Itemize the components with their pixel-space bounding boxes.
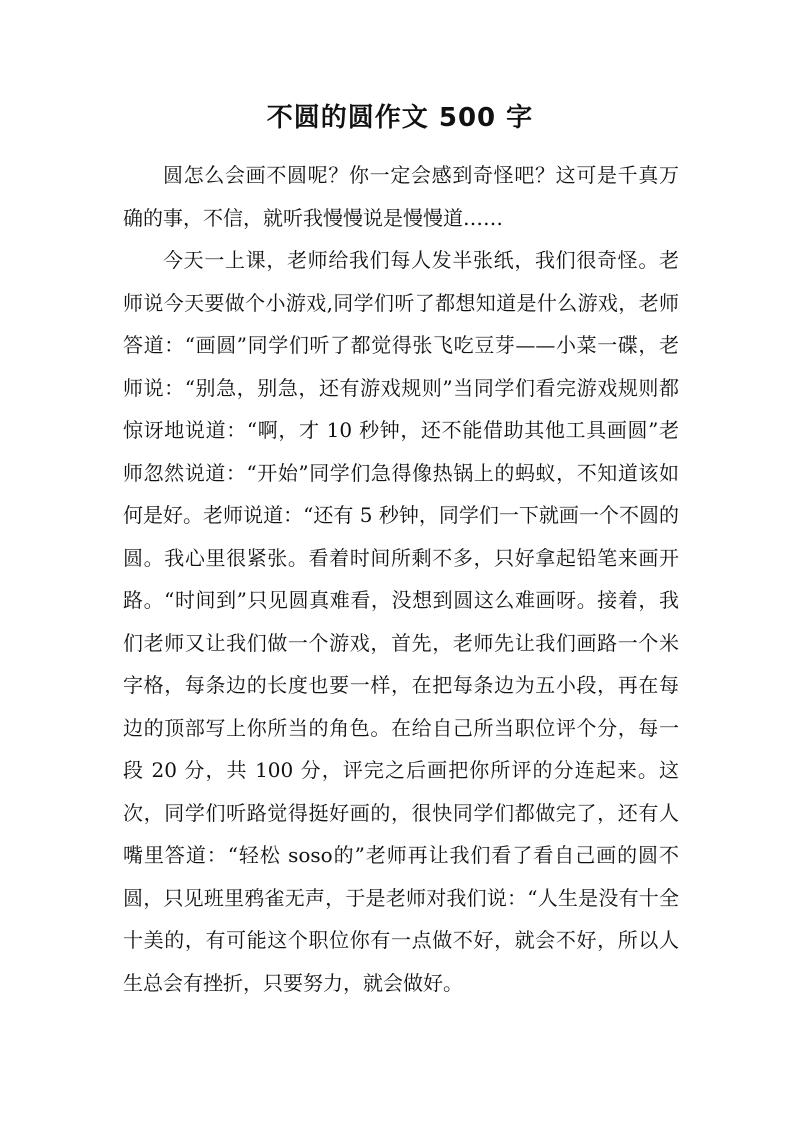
paragraph-1: 圆怎么会画不圆呢？你一定会感到奇怪吧？这可是千真万确的事，不信，就听我慢慢说是慢慢道…… <box>123 163 679 230</box>
document-title: 不圆的圆作文 500 字 <box>266 103 534 133</box>
document-body <box>123 154 679 1004</box>
paragraph-2: 今天一上课，老师给我们每人发半张纸，我们很奇怪。老师说今天要做个小游戏,同学们听了都想知道是什么游戏，老师答道：“画圆”同学们听了都觉得张飞吃豆芽——小菜一碟，老师说：“别急，别急，还有游戏规则”当同学们看完游戏规则都惊讶地说道：“啊，才 10 秒钟，还不能借助其他工具画圆”老师忽然说道：“开始”同学们急得像热锅上的蚂蚁，不知道该如何是好。老师说道：“还有 5 秒钟，同学们一下就画一个不圆的圆。我心里很紧张。看着时间所剩不多，只好拿起铅笔来画开路。“时间到”只见圆真难看，没想到圆这么难画呀。接着，我们老师又让我们做一个游戏，首先，老师先让我们画路一个米字格，每条边的长度也要一样，在把每条边为五小段，再在每边的顶部写上你所当的角色。在给自己所当职位评个分，每一段 20 分，共 100 分，评完之后画把你所评的分连起来。这次，同学们听路觉得挺好画的，很快同学们都做完了，还有人嘴里答道：“轻松 soso的”老师再让我们看了看自己画的圆不圆，只见班里鸦雀无声，于是老师对我们说：“人生是没有十全十美的，有可能这个职位你有一点做不好，就会不好，所以人生总会有挫折，只要努力，就会做好。 <box>123 248 679 995</box>
